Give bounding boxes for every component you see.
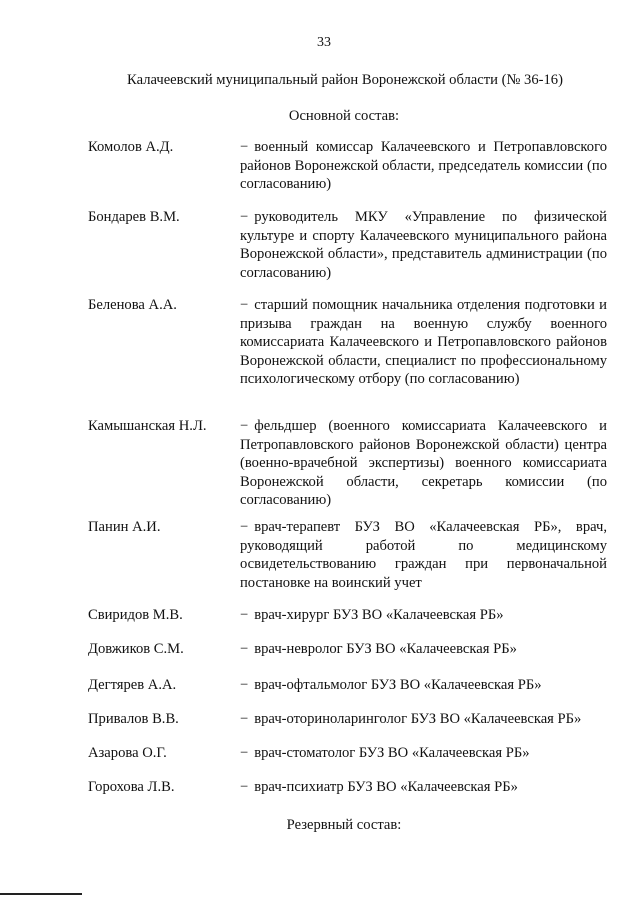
dash-mark: −	[240, 209, 249, 225]
dash-mark: −	[240, 677, 249, 693]
member-role-text: врач-психиатр БУЗ ВО «Калачеевская РБ»	[254, 779, 518, 795]
member-role	[240, 296, 607, 389]
dash-mark: −	[240, 745, 249, 761]
dash-mark: −	[240, 297, 249, 313]
member-name: Азарова О.Г.	[88, 745, 167, 761]
member-name: Беленова А.А.	[88, 297, 177, 313]
member-role-text: военный комиссар Калачеевского и Петропавловского районов Воронежской области, председатель комиссии (по согласованию)	[240, 139, 607, 192]
member-role	[240, 138, 607, 194]
member-role	[240, 676, 607, 695]
district-title: Калачеевский муниципальный район Воронежской области (№ 36-16)	[127, 72, 563, 88]
member-role-text: фельдшер (военного комиссариата Калачеевского и Петропавловского районов Воронежской области) центра (военно-врачебной экспертизы) военного комиссариата Воронежской области, секретарь комиссии (по согласованию)	[240, 418, 607, 508]
member-role	[240, 417, 607, 510]
main-section-title: Основной состав:	[288, 108, 400, 124]
member-role	[240, 518, 607, 592]
dash-mark: −	[240, 711, 249, 727]
page-number: 33	[317, 35, 331, 50]
dash-mark: −	[240, 519, 249, 535]
member-name: Привалов В.В.	[88, 711, 179, 727]
member-role-text: врач-офтальмолог БУЗ ВО «Калачеевская РБ»	[254, 677, 542, 693]
member-role	[240, 640, 607, 659]
member-role-text: врач-терапевт БУЗ ВО «Калачеевская РБ», врач, руководящий работой по медицинскому освидетельствованию граждан при первоначальной постановке на воинский учет	[240, 519, 607, 591]
member-role	[240, 710, 607, 729]
member-role-text: старший помощник начальника отделения подготовки и призыва граждан на военную службу военного комиссариата Калачеевского и Петропавловского районов Воронежской области, специалист по профессиональному психологическому отбору (по согласованию)	[240, 297, 607, 387]
member-name: Довжиков С.М.	[88, 641, 184, 657]
dash-mark: −	[240, 641, 249, 657]
dash-mark: −	[240, 418, 249, 434]
dash-mark: −	[240, 779, 249, 795]
member-role-text: врач-хирург БУЗ ВО «Калачеевская РБ»	[254, 607, 504, 623]
member-role-text: врач-невролог БУЗ ВО «Калачеевская РБ»	[254, 641, 517, 657]
member-role	[240, 744, 607, 763]
member-role	[240, 208, 607, 282]
member-role	[240, 606, 607, 625]
member-name: Горохова Л.В.	[88, 779, 175, 795]
member-name: Дегтярев А.А.	[88, 677, 177, 693]
reserve-section-title: Резервный состав:	[286, 817, 402, 833]
member-name: Свиридов М.В.	[88, 607, 183, 623]
member-name: Бондарев В.М.	[88, 209, 180, 225]
member-name: Комолов А.Д.	[88, 139, 174, 155]
dash-mark: −	[240, 607, 249, 623]
dash-mark: −	[240, 139, 249, 155]
member-role-text: врач-оториноларинголог БУЗ ВО «Калачеевская РБ»	[254, 711, 582, 727]
member-role-text: врач-стоматолог БУЗ ВО «Калачеевская РБ»	[254, 745, 530, 761]
member-role-text: руководитель МКУ «Управление по физической культуре и спорту Калачеевского муниципального района Воронежской области», представитель администрации (по согласованию)	[240, 209, 607, 281]
member-role	[240, 778, 607, 797]
member-name: Панин А.И.	[88, 519, 161, 535]
footnote-separator	[0, 893, 82, 895]
member-name: Камышанская Н.Л.	[88, 418, 207, 434]
